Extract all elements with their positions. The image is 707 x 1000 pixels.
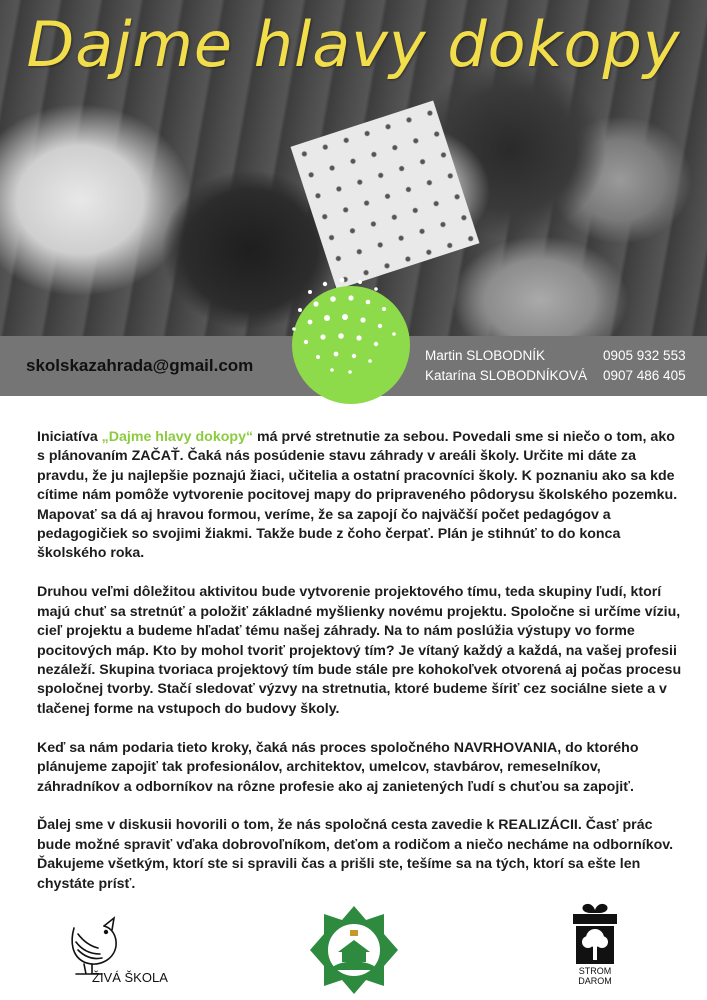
paragraph-2: Druhou veľmi dôležitou aktivitou bude vytvorenie projektového tímu, teda skupiny ľudí, ktorí majú chuť sa stretnúť a položiť základné myšlienky novému projektu. Spoločne si určíme víziu, cieľ projektu a budeme hľadať tému našej záhrady. Na to nám poslúžia výstupy vo forme pocitových máp. Kto by mohol tvoriť projektový tím? Je vítaný každý a každá, na vašej profesii nezáleží. Skupina tvoriaca projektový tím bude stále pre kohokoľvek otvorená aj počas procesu spoločnej tvorby. Stačí sledovať výzvy na stretnutia, ktoré budeme šíriť cez sociálne siete a v tlačenej forme na vstupoch do budovy školy. <box>37 584 682 717</box>
page-title: Dajme hlavy dokopy <box>26 8 681 81</box>
dots-decoration <box>270 262 420 382</box>
ziva-skola-logo <box>62 908 192 988</box>
logo-footer <box>0 900 707 1000</box>
article-body <box>37 428 685 914</box>
city-logo <box>308 904 400 996</box>
contact-phone: 0907 486 405 <box>603 368 686 383</box>
strom-text: STROM <box>578 966 612 976</box>
ziva-skola-text: ŽIVÁ ŠKOLA <box>92 970 168 985</box>
paragraph-1: Iniciatíva „Dajme hlavy dokopy“ má prvé stretnutie za sebou. Povedali sme si niečo o tom, ako s plánovaním ZAČAŤ. Čaká nás posúdenie stavu záhrady v areáli školy. Určite mi dáte za pravdu, že ju najlepšie poznajú žiaci, učitelia a ostatní pracovníci školy. K poznaniu ako sa kde cítime nám pomôže vytvorenie pocitovej mapy do pripraveného pôdorysu školského pozemku. Mapovať sa dá aj hravou formou, veríme, že sa zapojí čo najväčší počet pedagógov a pedagogičiek so svojimi žiakmi. Takže bude z čoho čerpať. Plán je stihnúť to do konca školského roka. <box>37 429 678 562</box>
contact-name: Katarína SLOBODNÍKOVÁ <box>425 368 588 383</box>
darom-text: DAROM <box>578 976 612 986</box>
contact-row <box>425 346 686 366</box>
contact-email: skolskazahrada@gmail.com <box>26 356 254 375</box>
initiative-name: „Dajme hlavy dokopy“ <box>101 429 254 445</box>
contact-phone: 0905 932 553 <box>603 348 686 363</box>
contact-list <box>425 346 686 386</box>
contact-name: Martin SLOBODNÍK <box>425 348 546 363</box>
contact-row <box>425 366 686 386</box>
paragraph-4: Ďalej sme v diskusii hovorili o tom, že nás spoločná cesta zavedie k REALIZÁCII. Časť prác bude možné spraviť vďaka dobrovoľníkom, deťom a rodičom a niečo necháme na odborníkov. Ďakujeme všetkým, ktorí ste si spravili čas a prišli ste, tešíme sa na tých, ktorí sa ešte len chystáte prísť. <box>37 817 674 892</box>
strom-darom-logo <box>565 900 625 988</box>
paragraph-3: Keď sa nám podaria tieto kroky, čaká nás proces spoločného NAVRHOVANIA, do ktorého plánujeme zapojiť tak profesionálov, architektov, umelcov, stavbárov, remeselníkov, záhradníkov a odborníkov na rôzne profesie ako aj zanietených ľudí s chuťou sa zapojiť. <box>37 739 639 795</box>
